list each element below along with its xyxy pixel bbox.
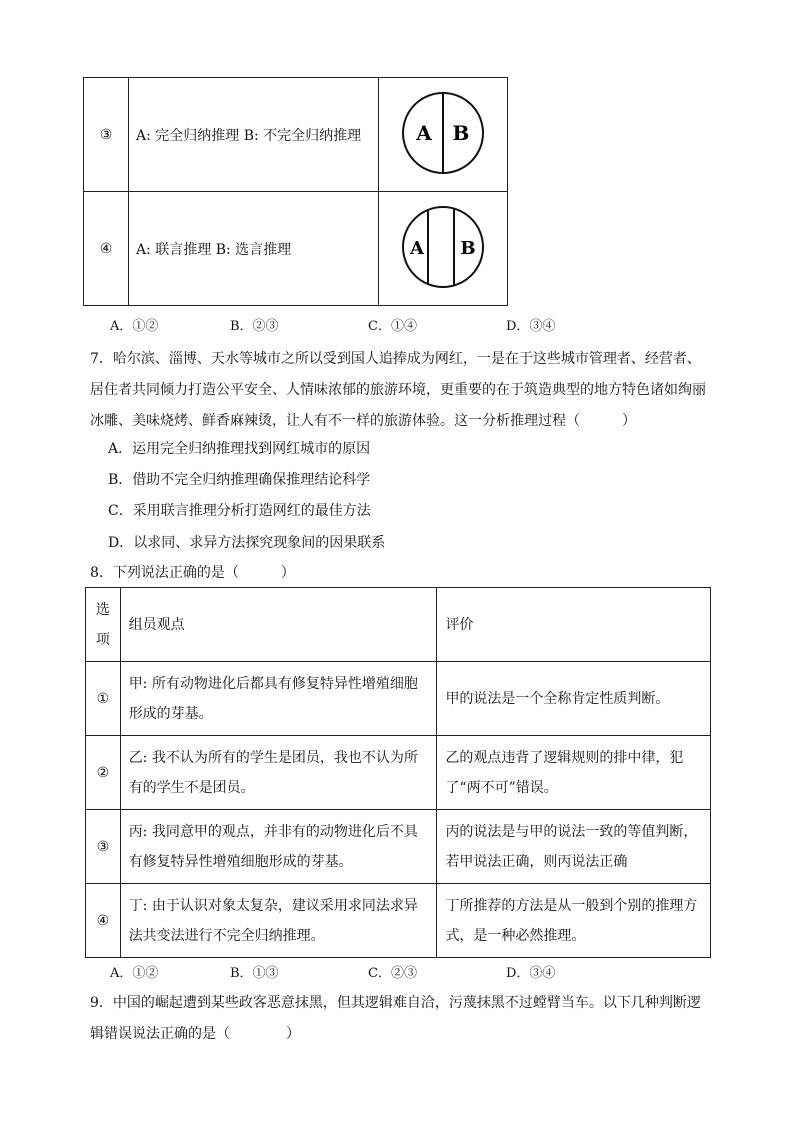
row-eval: 甲的说法是一个全称肯定性质判断。 <box>437 662 711 736</box>
circle-split-diagram <box>398 88 488 178</box>
stem-line: 冰雕、美味烧烤、鲜香麻辣烫，让人有不一样的旅游体验。这一分析推理过程（ ） <box>90 413 636 429</box>
row-view: 甲: 所有动物进化后都具有修复特异性增殖细胞形成的芽基。 <box>120 662 437 736</box>
option-c[interactable]: C．①④ <box>368 319 417 334</box>
row-view: 丙: 我同意甲的观点，并非有的动物进化后不具有修复特异性增殖细胞形成的芽基。 <box>120 810 437 884</box>
figure-table <box>83 77 508 306</box>
table-row <box>86 810 711 884</box>
stem-line: 辑错误说法正确的是（ ） <box>90 1026 300 1042</box>
option-c[interactable]: C．②③ <box>368 966 417 981</box>
table-row <box>84 192 508 306</box>
row-text: A: 联言推理 B: 选言推理 <box>129 192 379 306</box>
option-b[interactable]: B．①③ <box>230 966 279 981</box>
header-eval: 评价 <box>437 588 711 662</box>
row-eval: 丁所推荐的方法是从一般到个别的推理方式，是一种必然推理。 <box>437 884 711 958</box>
row-view: 丁: 由于认识对象太复杂，建议采用求同法求异法共变法进行不完全归纳推理。 <box>120 884 437 958</box>
row-eval: 乙的观点违背了逻辑规则的排中律，犯了“两不可”错误。 <box>437 736 711 810</box>
question-8-table <box>85 587 711 958</box>
option-a[interactable]: A．①② <box>110 966 159 981</box>
label-a: A <box>416 120 432 145</box>
option-d[interactable]: D．③④ <box>506 319 556 334</box>
header-view: 组员观点 <box>120 588 437 662</box>
table-header <box>86 588 711 662</box>
question-7-stem <box>90 344 710 437</box>
stem-line: 居住者共同倾力打造公平安全、人情味浓郁的旅游环境，更重要的在于筑造典型的地方特色诸如绚丽 <box>90 382 706 398</box>
label-b: B <box>452 120 470 145</box>
option-b[interactable]: B．②③ <box>230 319 279 334</box>
option-a[interactable]: A．①② <box>110 319 159 334</box>
row-number: ④ <box>86 884 121 958</box>
table-row <box>86 662 711 736</box>
venn-figure-three <box>379 192 508 306</box>
choice-b[interactable]: B．借助不完全归纳推理确保推理结论科学 <box>108 472 371 488</box>
row-view: 乙: 我不认为所有的学生是团员，我也不认为所有的学生不是团员。 <box>120 736 437 810</box>
stem-line: 9．中国的崛起遭到某些政客恶意抹黑，但其逻辑难自洽，污蔑抹黑不过螳臂当车。以下几种判断逻 <box>90 995 701 1011</box>
stem-line: 7．哈尔滨、淄博、天水等城市之所以受到国人追捧成为网红，一是在于这些城市管理者、经营者、 <box>90 351 701 367</box>
venn-figure-split <box>379 78 508 192</box>
option-d[interactable]: D．③④ <box>506 966 556 981</box>
row-eval: 丙的说法是与甲的说法一致的等值判断，若甲说法正确，则丙说法正确 <box>437 810 711 884</box>
row-number: ① <box>86 662 121 736</box>
row-text: A: 完全归纳推理 B: 不完全归纳推理 <box>129 78 379 192</box>
header-option: 选 项 <box>86 588 121 662</box>
choice-a[interactable]: A．运用完全归纳推理找到网红城市的原因 <box>108 441 371 457</box>
row-number: ③ <box>86 810 121 884</box>
circle-three-diagram <box>398 202 488 292</box>
choice-c[interactable]: C．采用联言推理分析打造网红的最佳方法 <box>108 503 371 519</box>
label-a: A <box>410 237 424 259</box>
choice-d[interactable]: D．以求同、求异方法探究现象间的因果联系 <box>108 535 386 551</box>
question-9-stem <box>90 988 710 1050</box>
table-row <box>84 78 508 192</box>
row-number: ② <box>86 736 121 810</box>
label-b: B <box>460 237 476 259</box>
table-row <box>86 736 711 810</box>
row-number: ③ <box>84 78 129 192</box>
question-8-stem: 8．下列说法正确的是（ ） <box>90 565 295 581</box>
row-number: ④ <box>84 192 129 306</box>
table-row <box>86 884 711 958</box>
